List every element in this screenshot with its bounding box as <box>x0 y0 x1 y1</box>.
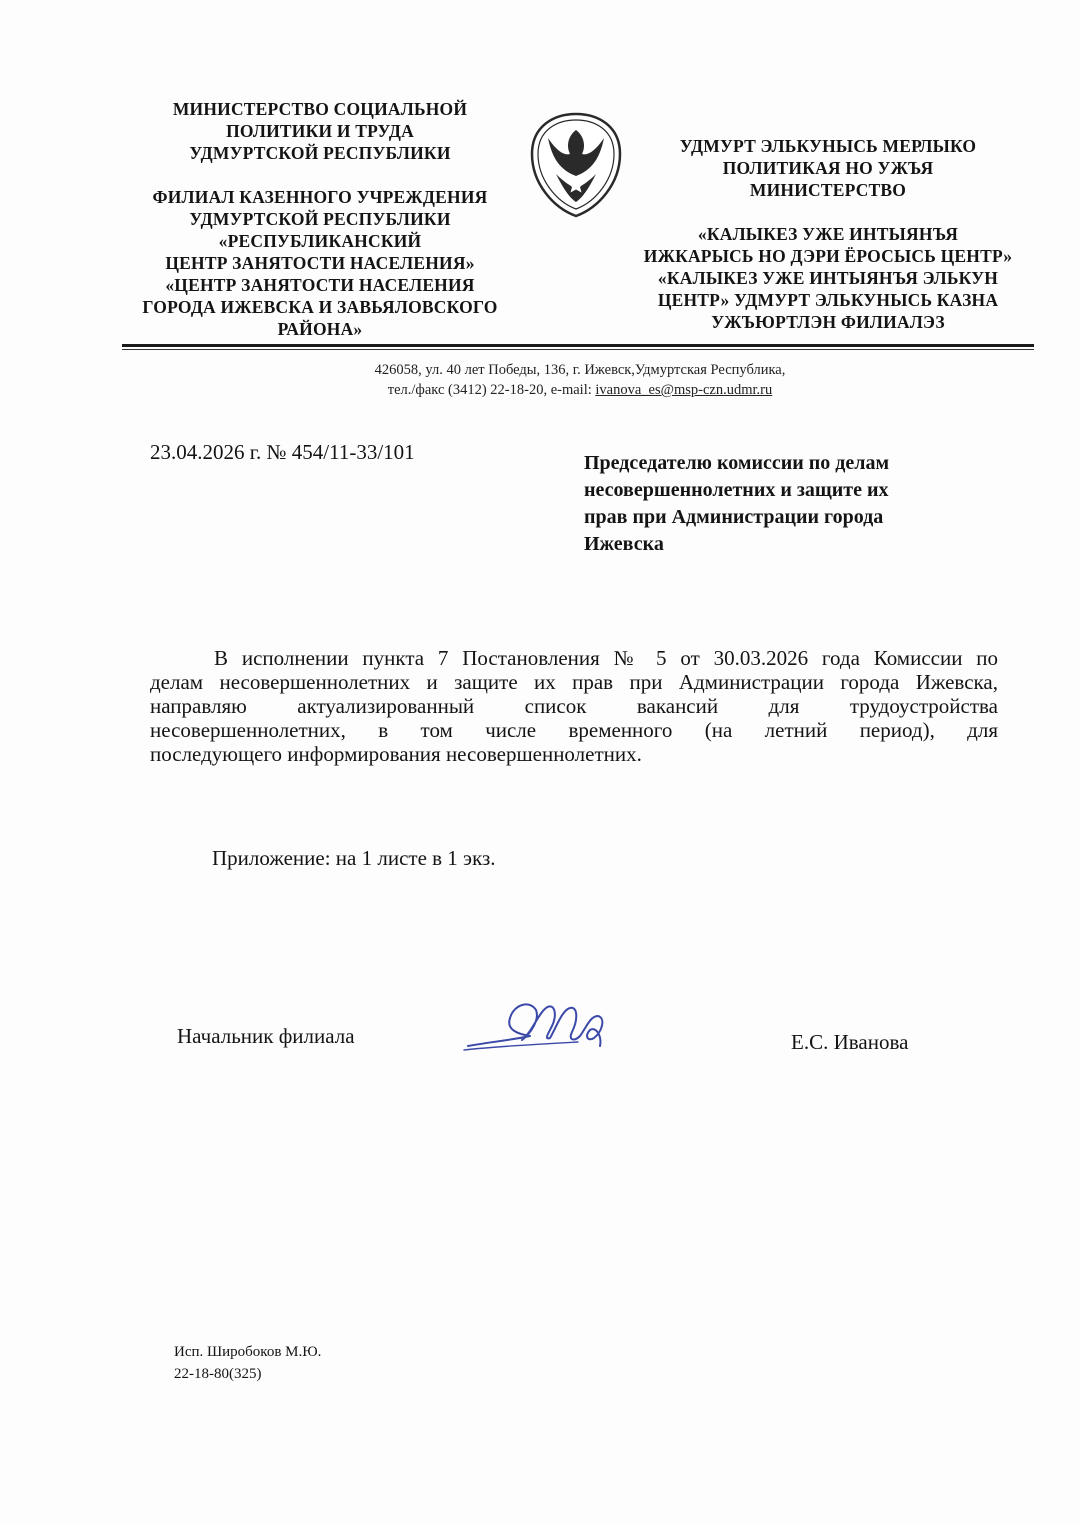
branch-line: ГОРОДА ИЖЕВСКА И ЗАВЬЯЛОВСКОГО <box>142 297 498 317</box>
ministry-line: ПОЛИТИКИ И ТРУДА <box>226 121 414 141</box>
addressee-line: Председателю комиссии по делам <box>584 452 890 474</box>
body-line: последующего информирования несовершеннолетних. <box>150 742 642 766</box>
addressee-line: Ижевска <box>584 533 664 555</box>
header-divider <box>122 344 1034 347</box>
branch-line: УЖЪЮРТЛЭН ФИЛИАЛЭЗ <box>711 312 945 332</box>
ministry-line: МИНИСТЕРСТВО <box>749 180 907 200</box>
branch-line: ФИЛИАЛ КАЗЕННОГО УЧРЕЖДЕНИЯ <box>152 187 488 207</box>
branch-line: «ЦЕНТР ЗАНЯТОСТИ НАСЕЛЕНИЯ <box>165 275 475 295</box>
attachment-note: Приложение: на 1 листе в 1 экз. <box>212 846 496 870</box>
branch-line: ЦЕНТР» УДМУРТ ЭЛЬКУНЫСЬ КАЗНА <box>657 290 999 310</box>
sender-address <box>310 360 850 400</box>
ministry-line: ПОЛИТИКАЯ НО УЖЪЯ <box>722 158 934 178</box>
address-line: 426058, ул. 40 лет Победы, 136, г. Ижевск,Удмуртская Республика, <box>374 362 786 378</box>
body-line: направляю актуализированный список вакансий для трудоустройства <box>150 694 998 718</box>
signer-name: Е.С. Иванова <box>791 1030 909 1054</box>
addressee-line: несовершеннолетних и защите их <box>584 479 889 501</box>
branch-line: ЦЕНТР ЗАНЯТОСТИ НАСЕЛЕНИЯ» <box>165 253 475 273</box>
body-line: делам несовершеннолетних и защите их прав при Администрации города Ижевска, <box>150 670 998 694</box>
header-left-ru <box>120 98 520 340</box>
header-right-udm <box>628 135 1028 333</box>
branch-line: ИЖКАРЫСЬ НО ДЭРИ ЁРОСЫСЬ ЦЕНТР» <box>643 246 1013 266</box>
ministry-line: УДМУРТСКОЙ РЕСПУБЛИКИ <box>189 143 451 163</box>
branch-line: «РЕСПУБЛИКАНСКИЙ <box>218 231 422 251</box>
letter-body <box>150 646 998 766</box>
signer-position: Начальник филиала <box>177 1024 355 1048</box>
addressee-line: прав при Администрации города <box>584 506 884 528</box>
branch-line: «КАЛЫКЕЗ УЖЕ ИНТЫЯНЪЯ <box>697 224 959 244</box>
executor-block <box>174 1341 321 1385</box>
branch-line: РАЙОНА» <box>277 319 363 339</box>
body-line: В исполнении пункта 7 Постановления № 5 от 30.03.2026 года Комиссии по <box>214 646 998 670</box>
handwritten-signature-icon <box>460 990 620 1060</box>
executor-phone: 22-18-80(325) <box>174 1366 262 1382</box>
branch-line: «КАЛЫКЕЗ УЖЕ ИНТЫЯНЪЯ ЭЛЬКУН <box>657 268 999 288</box>
contact-line <box>310 380 850 400</box>
coat-of-arms-icon <box>526 110 626 220</box>
registration-number: 23.04.2026 г. № 454/11-33/101 <box>150 440 415 464</box>
phone-text: тел./факс (3412) 22-18-20, e-mail: <box>387 382 596 398</box>
branch-line: УДМУРТСКОЙ РЕСПУБЛИКИ <box>189 209 451 229</box>
addressee-block <box>584 450 984 558</box>
ministry-line: МИНИСТЕРСТВО СОЦИАЛЬНОЙ <box>172 99 468 119</box>
executor-name: Исп. Широбоков М.Ю. <box>174 1344 322 1360</box>
body-line: несовершеннолетних, в том числе временного (на летний период), для <box>150 718 998 742</box>
email-link[interactable]: ivanova_es@msp-czn.udmr.ru <box>595 382 773 398</box>
header-divider-thin <box>122 349 1034 350</box>
ministry-line: УДМУРТ ЭЛЬКУНЫСЬ МЕРЛЫКО <box>679 136 977 156</box>
